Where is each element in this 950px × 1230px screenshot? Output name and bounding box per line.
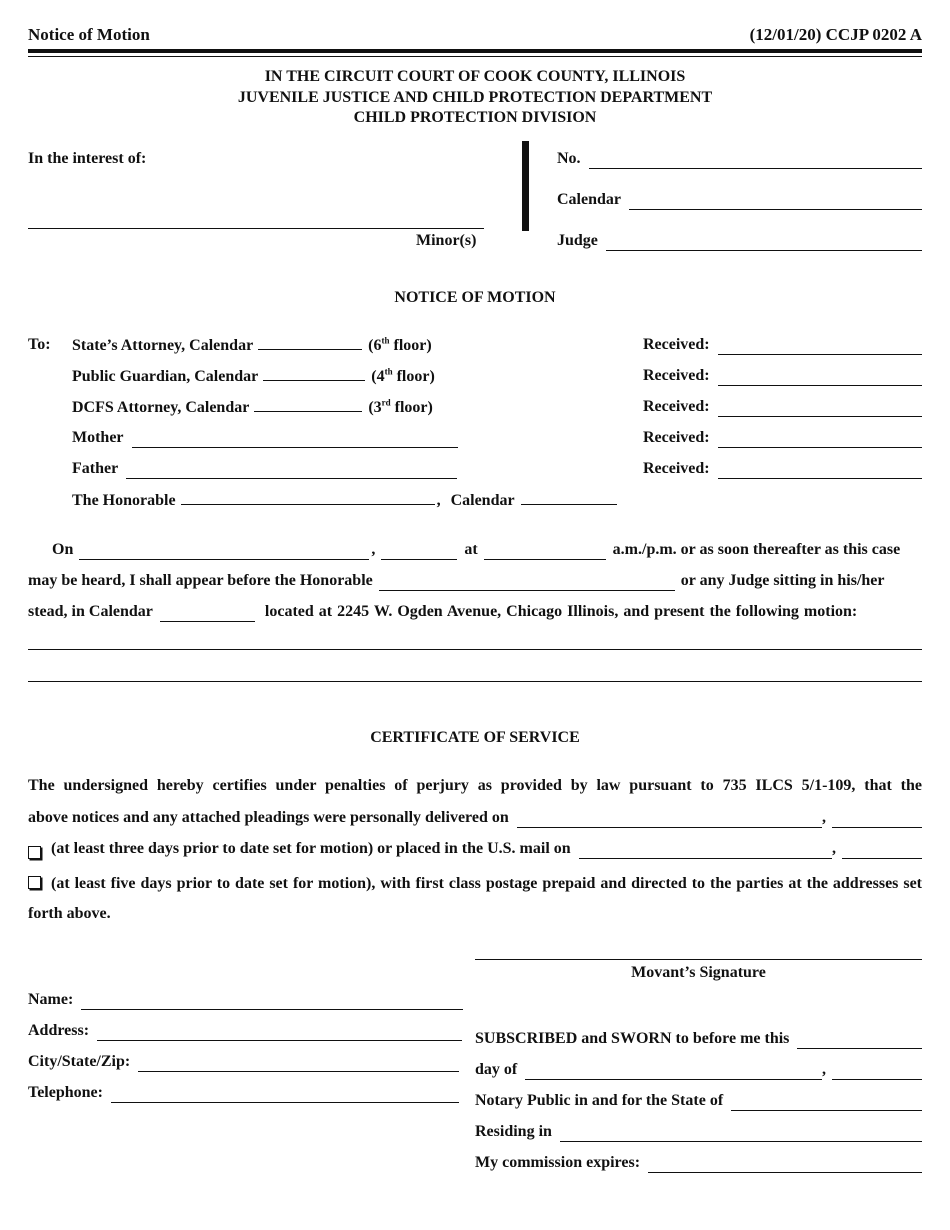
sa-calendar-line[interactable] <box>258 335 362 350</box>
residing-field[interactable]: Residing in <box>475 1122 922 1142</box>
residing-line[interactable] <box>560 1127 922 1142</box>
motion-judge-line[interactable] <box>379 576 675 591</box>
honorable-line[interactable] <box>181 490 435 505</box>
form-name: Notice of Motion <box>28 25 150 44</box>
certificate-title: CERTIFICATE OF SERVICE <box>370 729 580 746</box>
delivered-year-line[interactable] <box>832 813 922 828</box>
motion-date-line[interactable] <box>79 545 369 560</box>
case-number-field[interactable] <box>557 149 922 169</box>
certificate-line-2: above notices and any attached pleadings were personally delivered on , <box>28 808 922 828</box>
dcfs-attorney-row: DCFS Attorney, Calendar (3rd floor) <box>72 397 433 416</box>
received-field-5[interactable]: Received: <box>643 459 922 479</box>
father-line[interactable] <box>126 464 457 479</box>
calendar-line[interactable] <box>629 195 922 210</box>
states-attorney-row: State’s Attorney, Calendar (6th floor) <box>72 335 432 354</box>
received-field-2[interactable]: Received: <box>643 366 922 386</box>
commission-field[interactable]: My commission expires: <box>475 1153 922 1173</box>
five-days-checkbox[interactable] <box>28 876 41 889</box>
received-line[interactable] <box>718 402 922 417</box>
dcfs-calendar-line[interactable] <box>254 397 362 412</box>
motion-time-line[interactable] <box>484 545 606 560</box>
notary-state-line[interactable] <box>731 1096 922 1111</box>
minor-name-line[interactable] <box>28 228 484 229</box>
certificate-line-4: (at least five days prior to date set for motion), with first class postage prepaid and directed to the parties at the addresses set forth above. <box>28 875 922 922</box>
certificate-line-3: (at least three days prior to date set for motion) or placed in the U.S. mail on , <box>28 839 922 859</box>
court-line-2: JUVENILE JUSTICE AND CHILD PROTECTION DEPARTMENT <box>237 88 713 106</box>
subscribed-day-line[interactable] <box>797 1034 922 1049</box>
three-days-checkbox[interactable] <box>28 846 41 859</box>
court-heading <box>0 67 950 129</box>
received-line[interactable] <box>718 371 922 386</box>
judge-field[interactable] <box>557 231 922 251</box>
received-field-3[interactable]: Received: <box>643 397 922 417</box>
notary-state-field[interactable]: Notary Public in and for the State of <box>475 1091 922 1111</box>
honorable-row: The Honorable , Calendar <box>72 490 619 511</box>
motion-text-line-2[interactable] <box>28 681 922 682</box>
minors-label: Minor(s) <box>416 232 477 249</box>
father-label: Father <box>72 460 119 477</box>
received-line[interactable] <box>718 464 922 479</box>
court-line-3: CHILD PROTECTION DIVISION <box>353 109 597 126</box>
name-field[interactable]: Name: <box>28 990 463 1010</box>
motion-line-2: may be heard, I shall appear before the Honorable or any Judge sitting in his/her <box>28 572 885 589</box>
telephone-field[interactable]: Telephone: <box>28 1083 459 1103</box>
case-number-label: No. <box>557 150 581 167</box>
movant-signature-label: Movant’s Signature <box>631 964 766 981</box>
interest-of-label: In the interest of: <box>28 150 147 167</box>
address-line[interactable] <box>97 1026 462 1041</box>
court-line-1: IN THE CIRCUIT COURT OF COOK COUNTY, ILLINOIS <box>264 68 686 85</box>
mother-label: Mother <box>72 429 124 446</box>
city-state-zip-field[interactable]: City/State/Zip: <box>28 1052 459 1072</box>
public-guardian-row: Public Guardian, Calendar (4th floor) <box>72 366 435 385</box>
case-number-line[interactable] <box>589 154 922 169</box>
notice-title: NOTICE OF MOTION <box>394 289 556 306</box>
motion-line-3: stead, in Calendar located at 2245 W. Ogden Avenue, Chicago Illinois, and present the following motion: <box>28 603 858 620</box>
commission-line[interactable] <box>648 1158 922 1173</box>
motion-calendar-line[interactable] <box>160 607 255 622</box>
address-field[interactable]: Address: <box>28 1021 462 1041</box>
subscribed-field[interactable]: SUBSCRIBED and SWORN to before me this <box>475 1029 922 1049</box>
movant-signature-line[interactable] <box>475 959 922 960</box>
mother-line[interactable] <box>132 433 458 448</box>
honorable-calendar-line[interactable] <box>521 490 617 505</box>
header-rule-thick <box>28 49 922 53</box>
delivered-date-line[interactable] <box>517 813 822 828</box>
mailed-date-line[interactable] <box>579 844 832 859</box>
telephone-line[interactable] <box>111 1088 459 1103</box>
calendar-label: Calendar <box>557 191 621 208</box>
day-of-year-line[interactable] <box>832 1065 922 1080</box>
received-field-4[interactable]: Received: <box>643 428 922 448</box>
pg-calendar-line[interactable] <box>263 366 365 381</box>
received-line[interactable] <box>718 340 922 355</box>
calendar-field[interactable] <box>557 190 922 210</box>
received-field-1[interactable]: Received: <box>643 335 922 355</box>
form-number: (12/01/20) CCJP 0202 A <box>749 25 922 44</box>
day-of-month-line[interactable] <box>525 1065 822 1080</box>
city-state-zip-line[interactable] <box>138 1057 459 1072</box>
mailed-year-line[interactable] <box>842 844 922 859</box>
day-of-field[interactable]: day of , <box>475 1060 922 1080</box>
received-line[interactable] <box>718 433 922 448</box>
father-field[interactable] <box>72 459 457 479</box>
motion-year-line[interactable] <box>381 545 457 560</box>
name-line[interactable] <box>81 995 463 1010</box>
motion-text-line-1[interactable] <box>28 649 922 650</box>
motion-line-1: On , at a.m./p.m. or as soon thereafter as this case <box>52 541 901 558</box>
header-rule-thin <box>28 56 922 57</box>
to-label: To: <box>28 336 51 353</box>
caption-divider <box>522 141 529 231</box>
mother-field[interactable] <box>72 428 458 448</box>
certificate-p1: The undersigned hereby certifies under penalties of perjury as provided by law pursuant to 735 ILCS 5/1-109, that the <box>28 777 922 794</box>
judge-line[interactable] <box>606 236 922 251</box>
judge-label: Judge <box>557 232 598 249</box>
